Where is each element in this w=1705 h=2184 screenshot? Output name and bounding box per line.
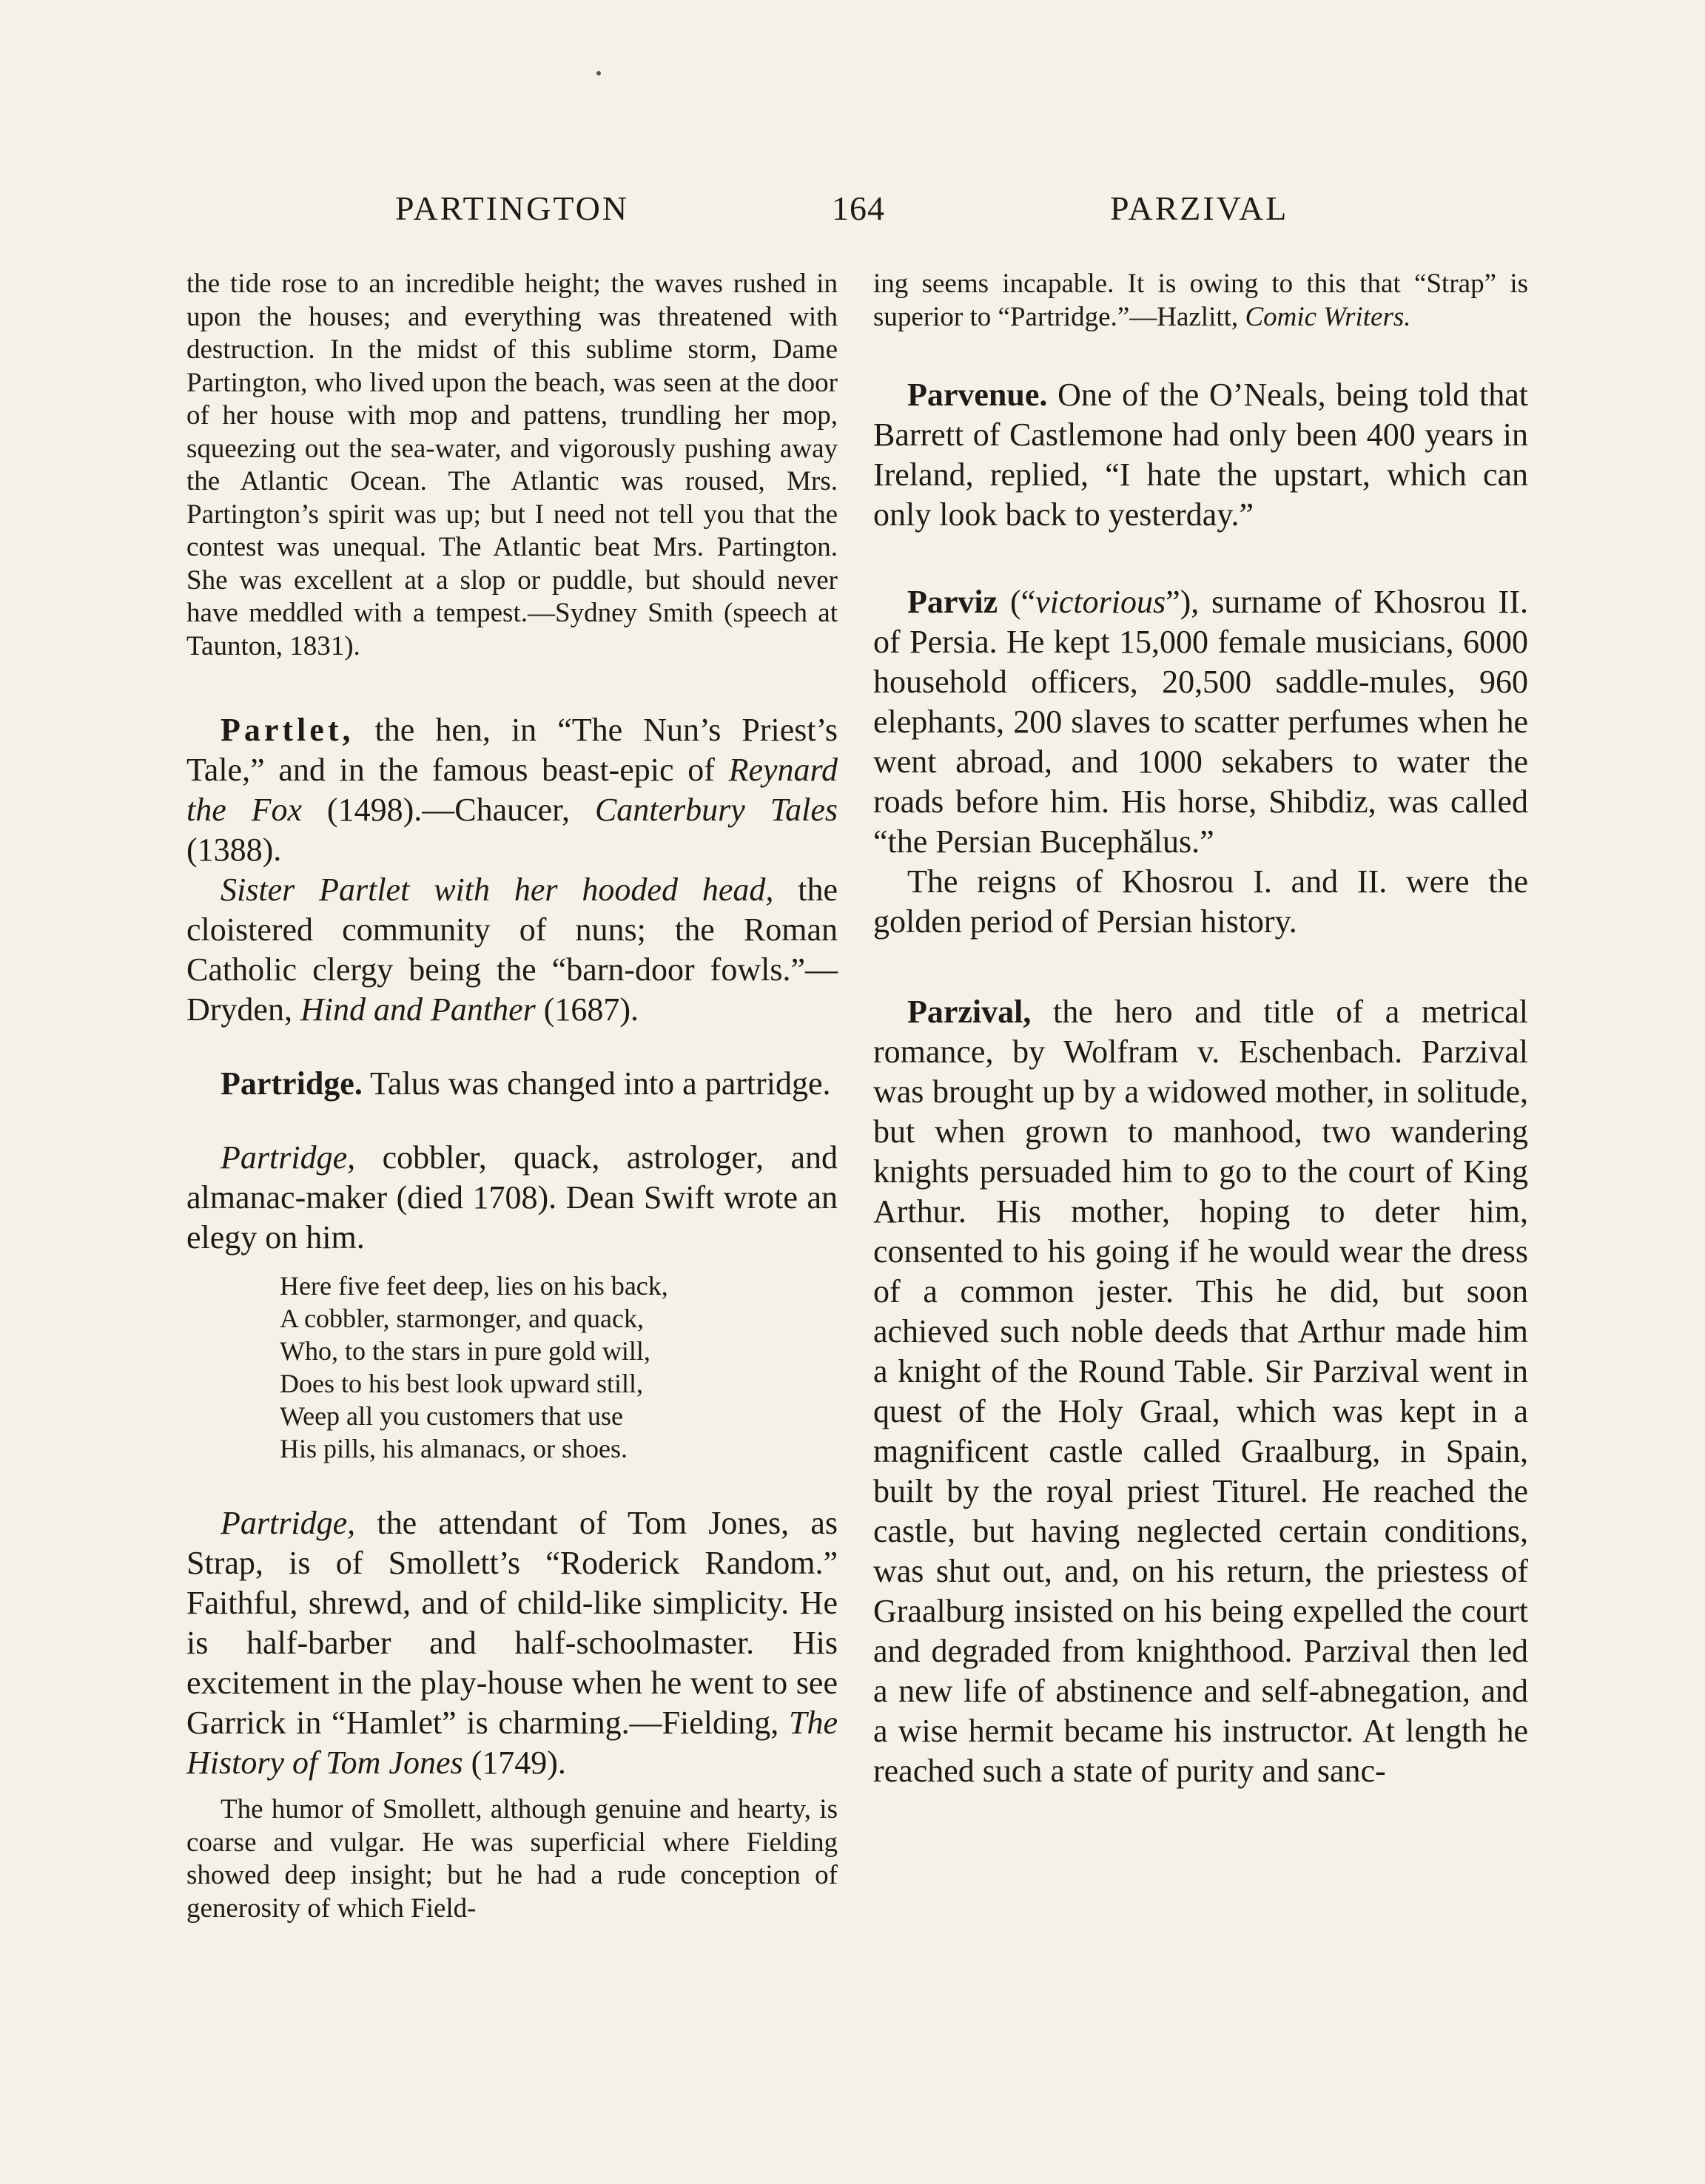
lemma-partridge: Partridge. (221, 1065, 363, 1102)
partridge-tom-jones-text: the attendant of Tom Jones, as Strap, is of Smollett’s “Roderick Random.” Faithful, shrewd, and of child-like simplicity. He is half-barber and half-schoolmaster. His excitement in the play-house when he went to see Garrick in “Hamlet” is charming.—Fielding, (186, 1505, 838, 1741)
partington-continuation: the tide rose to an incredible height; the waves rushed in upon the houses; and everything was threatened with destruction. In the midst of this sublime storm, Dame Partington, who lived upon the beach, was seen at the door of her house with mop and pattens, trundling her mop, squeezing out the sea-water, and vigorously pushing away the Atlantic Ocean. The Atlantic was roused, Mrs. Partington’s spirit was up; but I need not tell you that the contest was unequal. The Atlantic beat Mrs. Partington. She was excellent at a slop or puddle, but should never have meddled with a tempest.—Sydney Smith (speech at Taunton, 1831). (186, 269, 838, 661)
parviz-gloss-open: (“ (998, 584, 1036, 620)
sister-partlet-phrase: Sister Partlet with her hooded head, (221, 872, 774, 908)
left-column (186, 268, 838, 1925)
note-continuation-text: ing seems incapable. It is owing to this that “Strap” is superior to “Partridge.”—Hazlitt, (873, 269, 1528, 332)
sister-partlet-end: (1687). (535, 991, 639, 1028)
entry-partlet-sister (186, 870, 838, 1030)
hazlitt-note-continuation (873, 268, 1528, 334)
parvenue-text: One of the O’Neals, being told that Barrett of Castlemone had only been 400 years in Ireland, replied, “I hate the upstart, which can only look back to yesterday.” (873, 377, 1528, 533)
entry-parvenue (873, 375, 1528, 535)
page-number: 164 (832, 189, 885, 227)
entry-parviz (873, 582, 1528, 862)
partridge-cobbler-text: cobbler, quack, astrologer, and almanac-maker (died 1708). Dean Swift wrote an elegy on him. (186, 1139, 838, 1256)
entry-partridge-cobbler (186, 1138, 838, 1258)
poem-line: Does to his best look upward still, (280, 1369, 643, 1398)
partlet-title-canterbury: Canterbury Tales (594, 792, 838, 828)
partlet-text-2: (1498).—Chaucer, (302, 792, 595, 828)
entry-partridge-talus (186, 1064, 838, 1104)
partridge-talus-text: Talus was changed into a partridge. (362, 1065, 831, 1102)
parviz-text: surname of Khosrou II. of Persia. He kept 15,000 female musicians, 6000 household officers, 20,500 saddle-mules, 960 elephants, 200 slaves to scatter perfumes when he went abroad, and 1000 sekabers to water the roads before him. His horse, Shibdiz, was called “the Persian Bucephălus.” (873, 584, 1528, 860)
lemma-parviz: Parviz (907, 584, 998, 620)
right-column (873, 268, 1528, 1791)
entry-partlet (186, 710, 838, 870)
header-right-word: PARZIVAL (1110, 189, 1289, 227)
lemma-parzival: Parzival, (907, 994, 1032, 1030)
hazlitt-note: The humor of Smollett, although genuine and hearty, is coarse and vulgar. He was superficial where Fielding showed deep insight; but he had a rude conception of generosity of which Field- (186, 1794, 838, 1924)
parviz-gloss-close: ”), (1166, 584, 1200, 620)
partridge-tom-jones-end: (1749). (463, 1745, 566, 1781)
partlet-text-3: (1388). (186, 832, 282, 868)
poem-line: His pills, his almanacs, or shoes. (280, 1434, 628, 1463)
poem-line: Who, to the stars in pure gold will, (280, 1336, 650, 1366)
sister-partlet-text: the cloistered community of nuns; the Roman Catholic clergy being the “barn-door fowls.”—Dryden, (186, 872, 838, 1028)
poem-line: Here five feet deep, lies on his back, (280, 1271, 668, 1301)
lemma-partridge-tom-jones: Partridge, (221, 1505, 356, 1541)
entry-parzival (873, 992, 1528, 1791)
poem-line: A cobbler, starmonger, and quack, (280, 1304, 644, 1333)
lemma-partridge-cobbler: Partridge, (221, 1139, 356, 1176)
note-source: Comic Writers. (1245, 301, 1411, 332)
lemma-parvenue: Parvenue. (907, 377, 1048, 413)
running-header (0, 189, 1705, 240)
speck (596, 71, 601, 75)
poem-line: Weep all you customers that use (280, 1401, 623, 1431)
parviz-para-2: The reigns of Khosrou I. and II. were the golden period of Persian history. (873, 863, 1528, 940)
partlet-text-1: the hen, in “The Nun’s Priest’s Tale,” and in the famous beast-epic of (186, 712, 838, 788)
lemma-partlet: Partlet, (221, 712, 354, 748)
parzival-text: the hero and title of a metrical romance, by Wolfram v. Eschenbach. Parzival was brought up by a widowed mother, in solitude, but when grown to manhood, two wandering knights persuaded him to go to the court of King Arthur. His mother, hoping to deter him, consented to his going if he would wear the dress of a common jester. This he did, but soon achieved such noble deeds that Arthur made him a knight of the Round Table. Sir Parzival went in quest of the Holy Graal, which was kept in a magnificent castle called Graalburg, in Spain, built by the royal priest Titurel. He reached the castle, but having neglected certain conditions, was shut out, and, on his return, the priestess of Graalburg insisted on his being expelled the court and degraded from knighthood. Parzival then led a new life of abstinence and self-abnegation, and a wise hermit became his instructor. At length he reached such a state of purity and sanc- (873, 994, 1528, 1789)
entry-partridge-tom-jones (186, 1503, 838, 1783)
parviz-gloss: victorious (1035, 584, 1166, 620)
partlet-title-reynard: Reynard the Fox (186, 752, 838, 828)
sister-partlet-title: Hind and Panther (300, 991, 536, 1028)
header-left-word: PARTINGTON (395, 189, 630, 227)
elegy-poem (280, 1270, 838, 1465)
partridge-tom-jones-title: The History of Tom Jones (186, 1705, 838, 1781)
